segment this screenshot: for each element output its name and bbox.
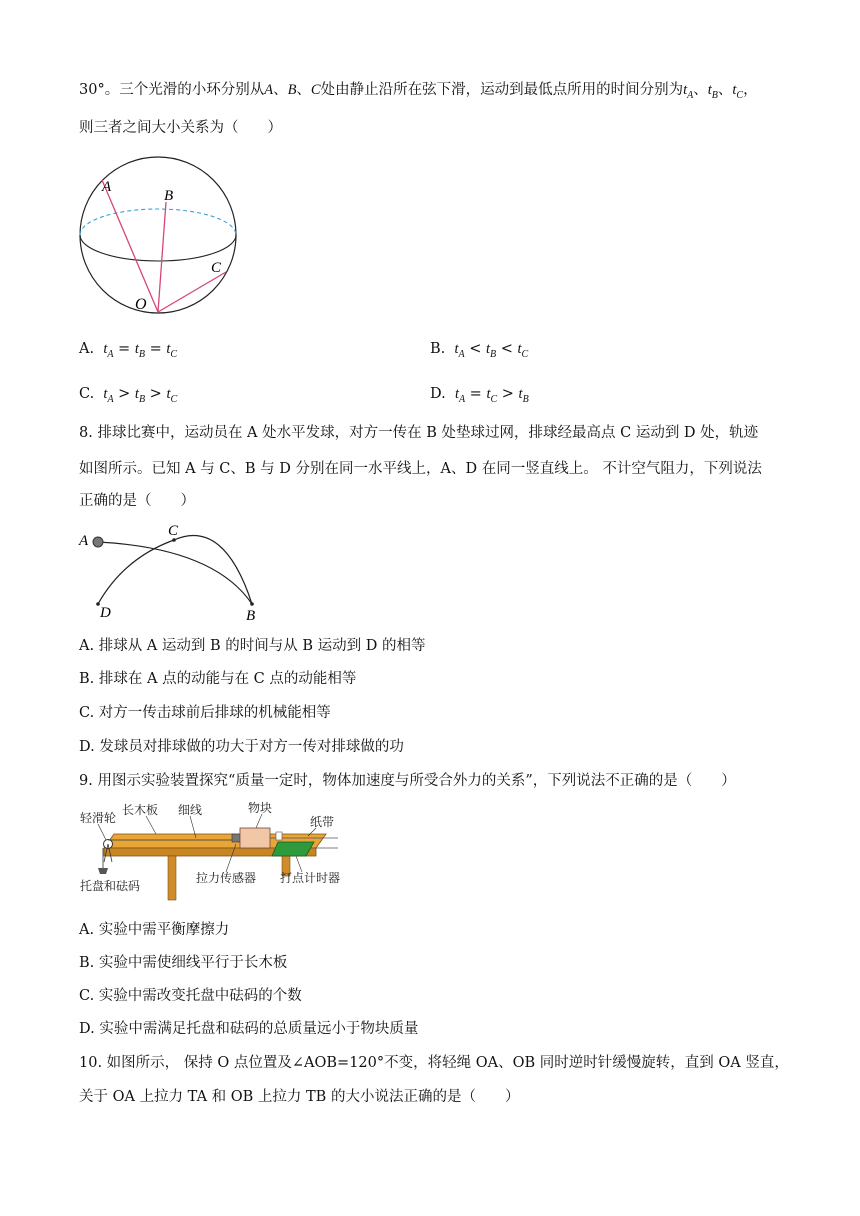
- label-c: C: [211, 260, 222, 276]
- q9-option-d[interactable]: D. 实验中需满足托盘和砝码的总质量远小于物块质量: [79, 1021, 419, 1037]
- q7-stem-line2: 则三者之间大小关系为（ ）: [79, 120, 282, 136]
- label-c: C: [168, 523, 179, 539]
- label-d: D: [100, 605, 111, 621]
- label-block: 物块: [248, 801, 273, 815]
- time-tb: $t_B$: [707, 82, 718, 101]
- q8-option-c[interactable]: C. 对方一传击球前后排球的机械能相等: [79, 705, 331, 721]
- label-a: A: [79, 533, 89, 549]
- chord-a: [102, 180, 158, 312]
- label-timer: 打点计时器: [280, 871, 341, 885]
- q9-apparatus-figure: [76, 800, 356, 908]
- table-leg-left: [168, 856, 176, 900]
- point-c: C: [310, 82, 321, 98]
- q10-stem-line2: 关于 OA 上拉力 TA 和 OB 上拉力 TB 的大小说法正确的是（ ）: [79, 1089, 520, 1105]
- leader-line: [98, 824, 106, 840]
- q8-option-b[interactable]: B. 排球在 A 点的动能与在 C 点的动能相等: [79, 671, 357, 687]
- q7-sphere-figure: [72, 150, 252, 320]
- leader-line: [296, 856, 302, 872]
- option-letter: D.: [430, 386, 446, 402]
- equator-back: [80, 209, 236, 235]
- label-o: O: [135, 296, 147, 313]
- label-a: A: [102, 179, 112, 195]
- q9-option-a[interactable]: A. 实验中需平衡摩擦力: [79, 922, 230, 938]
- point-a: A: [264, 82, 274, 98]
- option-letter: B.: [430, 341, 446, 357]
- point-b-dot: [250, 602, 254, 606]
- q9-stem-line1: 9. 用图示实验装置探究“质量一定时，物体加速度与所受合外力的关系”，下列说法不正确的是（ ）: [79, 773, 736, 789]
- q7-option-a[interactable]: A. $t_A = t_B = t_C$: [79, 341, 178, 360]
- equator-front: [80, 235, 236, 261]
- q9-option-b[interactable]: B. 实验中需使细线平行于长木板: [79, 955, 288, 971]
- label-tape: 纸带: [310, 815, 335, 829]
- ball: [93, 537, 103, 547]
- q8-stem-line3: 正确的是（ ）: [79, 493, 195, 509]
- trajectory-b-to-d: [98, 536, 252, 604]
- q7-stem-line1: 30°。三个光滑的小环分别从A、B、C处由静止沿所在弦下滑，运动到最低点所用的时间分别为$t_A$、$t_B$、$t_C$，: [79, 82, 758, 101]
- leader-line: [146, 816, 156, 834]
- force-sensor: [232, 834, 240, 842]
- label-tray: 托盘和砝码: [80, 879, 141, 893]
- q10-stem-line1: 10. 如图所示， 保持 O 点位置及∠AOB=120°不变，将轻绳 OA、OB 同时逆时针缓慢旋转，直到 OA 竖直，: [79, 1055, 789, 1071]
- time-ta: $t_A$: [683, 82, 694, 101]
- chord-c: [158, 272, 226, 312]
- q9-option-c[interactable]: C. 实验中需改变托盘中砝码的个数: [79, 988, 302, 1004]
- label-board: 长木板: [122, 803, 159, 817]
- point-b: B: [287, 82, 297, 98]
- tray-and-weights: [98, 868, 108, 874]
- q7-stem-text: 30°。三个光滑的小环分别从: [79, 82, 265, 98]
- label-b: B: [246, 608, 256, 624]
- q8-option-d[interactable]: D. 发球员对排球做的功大于对方一传对排球做的功: [79, 739, 404, 755]
- q8-trajectory-figure: [74, 518, 274, 628]
- label-string: 细线: [178, 803, 203, 817]
- label-pulley: 轻滑轮: [80, 811, 117, 825]
- time-tc: $t_C$: [732, 82, 744, 101]
- label-sensor: 拉力传感器: [196, 871, 257, 885]
- chord-b: [158, 202, 166, 312]
- q7-option-d[interactable]: D. $t_A = t_C > t_B$: [430, 386, 529, 405]
- q7-option-b[interactable]: B. $t_A < t_B < t_C$: [430, 341, 529, 360]
- tape-guide: [276, 832, 282, 840]
- q8-stem-line2: 如图所示。已知 A 与 C、B 与 D 分别在同一水平线上，A、D 在同一竖直线上。 不计空气阻力，下列说法: [79, 461, 762, 477]
- q8-option-a[interactable]: A. 排球从 A 运动到 B 的时间与从 B 运动到 D 的相等: [79, 638, 426, 654]
- option-letter: A.: [79, 341, 95, 357]
- block: [240, 828, 270, 848]
- option-letter: C.: [79, 386, 95, 402]
- label-b: B: [164, 188, 174, 204]
- q8-stem-line1: 8. 排球比赛中，运动员在 A 处水平发球，对方一传在 B 处垫球过网，排球经最高点 C 运动到 D 处，轨迹: [79, 425, 759, 441]
- q7-stem-text-mid: 处由静止沿所在弦下滑，运动到最低点所用的时间分别为: [320, 82, 684, 98]
- leader-line: [256, 814, 262, 828]
- q7-option-c[interactable]: C. $t_A > t_B > t_C$: [79, 386, 178, 405]
